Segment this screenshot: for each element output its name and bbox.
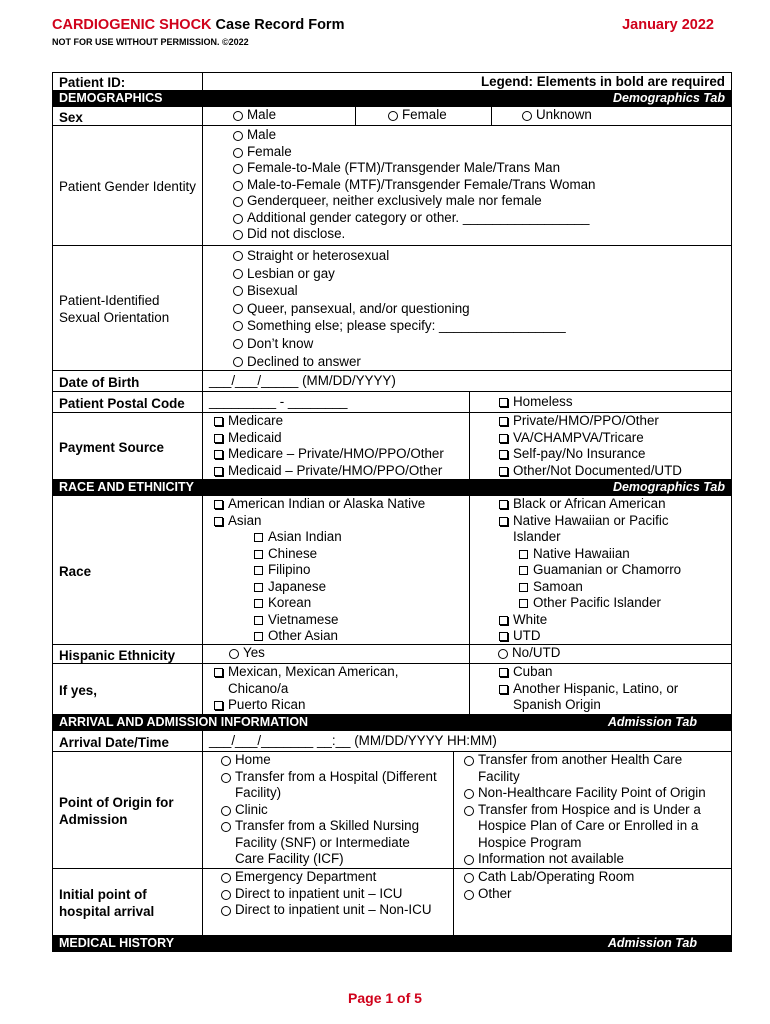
option-item[interactable] — [494, 463, 727, 480]
checkbox-icon — [254, 566, 263, 575]
section-arrival — [53, 714, 731, 730]
checkbox-icon — [214, 668, 223, 677]
option-item[interactable] — [229, 353, 566, 371]
section-history — [53, 935, 731, 951]
race-label: Race — [53, 496, 203, 644]
race-left-options — [203, 496, 469, 644]
form-date: January 2022 — [622, 17, 714, 33]
option-label: Transfer from another Health Care Facility — [478, 752, 683, 784]
option-item[interactable] — [209, 529, 465, 546]
patient-id-field[interactable] — [203, 73, 731, 90]
option-label: Asian — [228, 512, 262, 528]
option-item[interactable] — [209, 664, 419, 697]
option-item[interactable] — [494, 579, 727, 596]
option-item[interactable] — [217, 902, 437, 919]
option-label: Yes — [243, 645, 265, 660]
sex-label: Sex — [53, 107, 203, 125]
dob-row — [53, 370, 731, 391]
radio-icon — [221, 873, 231, 883]
option-item[interactable] — [229, 127, 596, 144]
option-item[interactable] — [460, 851, 727, 868]
radio-icon — [464, 890, 474, 900]
option-label: Japanese — [268, 578, 327, 594]
radio-icon — [221, 906, 231, 916]
option-label: Medicare – Private/HMO/PPO/Other — [228, 446, 444, 461]
option-item[interactable] — [494, 496, 727, 513]
option-label: Black or African American — [513, 496, 666, 511]
option-label: Genderqueer, neither exclusively male nor female — [247, 193, 542, 208]
postal-row — [53, 391, 731, 412]
option-label: Guamanian or Chamorro — [533, 562, 682, 577]
checkbox-icon — [499, 450, 508, 459]
radio-icon — [233, 286, 243, 296]
initial-row — [53, 868, 731, 935]
option-item[interactable] — [460, 785, 727, 802]
checkbox-icon — [499, 668, 508, 677]
option-label: Male — [247, 107, 277, 122]
checkbox-icon — [519, 583, 528, 592]
dob-field[interactable]: ___/___/_____ (MM/DD/YYYY) — [209, 373, 396, 388]
option-label: Other/Not Documented/UTD — [513, 462, 682, 478]
gender-options — [203, 126, 600, 245]
option-item[interactable] — [229, 282, 566, 300]
checkbox-icon — [214, 701, 223, 710]
gender-label: Patient Gender Identity — [53, 126, 203, 245]
option-label: Other Asian — [268, 628, 338, 643]
checkbox-icon — [254, 550, 263, 559]
option-label: Mexican, Mexican American, Chicano/a — [228, 664, 399, 696]
radio-icon — [464, 873, 474, 883]
sex-option-male[interactable] — [229, 107, 351, 124]
section-tab: Admission Tab — [607, 936, 697, 950]
option-item[interactable] — [494, 628, 727, 645]
option-item[interactable] — [217, 886, 437, 903]
section-title: RACE AND ETHNICITY — [59, 480, 194, 494]
radio-icon — [229, 649, 239, 659]
option-label: Filipino — [268, 562, 311, 577]
option-item[interactable] — [229, 317, 566, 335]
radio-icon — [233, 197, 243, 207]
checkbox-icon — [214, 467, 223, 476]
option-label: Homeless — [513, 394, 573, 409]
checkbox-icon — [499, 467, 508, 476]
hispanic-label: Hispanic Ethnicity — [53, 645, 203, 663]
option-item[interactable] — [217, 769, 437, 802]
option-label: Non-Healthcare Facility Point of Origin — [478, 785, 706, 800]
radio-icon — [233, 251, 243, 261]
option-item[interactable] — [229, 247, 566, 265]
option-item[interactable] — [229, 177, 596, 194]
option-item[interactable] — [229, 160, 596, 177]
option-item[interactable] — [494, 612, 727, 629]
option-item[interactable] — [494, 562, 727, 579]
ifyes-row — [53, 663, 731, 714]
option-item[interactable] — [229, 210, 596, 227]
hispanic-row — [53, 644, 731, 663]
option-item[interactable] — [494, 513, 674, 546]
option-item[interactable] — [209, 595, 465, 612]
radio-icon — [221, 773, 231, 783]
option-item[interactable] — [229, 335, 566, 353]
option-item[interactable] — [209, 430, 465, 447]
checkbox-icon — [214, 500, 223, 509]
option-label: Clinic — [235, 801, 268, 817]
option-item[interactable] — [209, 496, 465, 513]
checkbox-icon — [214, 417, 223, 426]
patient-id-label: Patient ID: — [53, 73, 203, 90]
race-right-options — [469, 496, 731, 644]
checkbox-icon — [499, 517, 508, 526]
radio-icon — [464, 855, 474, 865]
option-item[interactable] — [229, 265, 566, 283]
option-item[interactable] — [460, 802, 727, 852]
orientation-row — [53, 245, 731, 370]
option-item[interactable] — [217, 802, 437, 819]
checkbox-icon — [499, 500, 508, 509]
option-label: Direct to inpatient unit – Non-ICU — [235, 902, 432, 917]
initial-right-options — [453, 869, 731, 935]
option-item[interactable] — [460, 752, 727, 785]
option-label: Cath Lab/Operating Room — [478, 869, 635, 884]
case-record-table — [52, 72, 732, 952]
section-title: MEDICAL HISTORY — [59, 936, 175, 950]
radio-icon — [233, 304, 243, 314]
option-label: Native Hawaiian — [533, 545, 630, 561]
section-title: ARRIVAL AND ADMISSION INFORMATION — [59, 715, 309, 729]
option-label: Another Hispanic, Latino, or Spanish Origin — [513, 680, 679, 712]
hispanic-no[interactable] — [494, 645, 727, 662]
page-number: Page 1 of 5 — [348, 990, 422, 1006]
payment-left-options — [203, 413, 469, 479]
option-item[interactable] — [460, 869, 727, 886]
radio-icon — [233, 230, 243, 240]
option-item[interactable] — [209, 413, 465, 430]
form-subtitle: NOT FOR USE WITHOUT PERMISSION. ©2022 — [52, 37, 249, 47]
option-label: Male — [247, 127, 277, 142]
radio-icon — [221, 822, 231, 832]
form-title-highlight: CARDIOGENIC SHOCK — [52, 17, 212, 33]
checkbox-icon — [519, 599, 528, 608]
section-demographics — [53, 90, 731, 106]
option-label: Direct to inpatient unit – ICU — [235, 885, 403, 901]
form-title-rest: Case Record Form — [211, 17, 345, 33]
option-label: Information not available — [478, 851, 624, 866]
option-label: Native Hawaiian or Pacific Islander — [513, 512, 669, 544]
radio-icon — [221, 890, 231, 900]
payment-label: Payment Source — [53, 413, 203, 479]
option-item[interactable] — [209, 446, 465, 463]
section-tab: Demographics Tab — [612, 480, 725, 494]
option-label: Transfer from a Skilled Nursing Facility (SNF) or Intermediate Care Facility (ICF) — [235, 818, 420, 866]
option-item[interactable] — [229, 300, 566, 318]
checkbox-icon — [254, 616, 263, 625]
radio-icon — [233, 131, 243, 141]
option-label: Declined to answer — [247, 353, 361, 369]
gender-row — [53, 125, 731, 245]
initial-left-options — [203, 869, 453, 935]
option-label: No/UTD — [512, 645, 561, 660]
option-label: Other — [478, 885, 512, 901]
radio-icon — [233, 111, 243, 121]
checkbox-icon — [499, 616, 508, 625]
checkbox-icon — [499, 434, 508, 443]
initial-label: Initial point of hospital arrival — [53, 869, 203, 935]
option-label: Cuban — [513, 664, 553, 679]
ifyes-label: If yes, — [53, 664, 203, 714]
option-label: Emergency Department — [235, 869, 377, 884]
option-label: Asian Indian — [268, 529, 342, 544]
option-item[interactable] — [209, 463, 465, 480]
radio-icon — [233, 339, 243, 349]
option-item[interactable] — [209, 513, 465, 530]
radio-icon — [464, 789, 474, 799]
option-item[interactable] — [229, 144, 596, 161]
radio-icon — [388, 111, 398, 121]
checkbox-icon — [499, 398, 508, 407]
orientation-label: Patient-Identified Sexual Orientation — [53, 246, 203, 370]
option-item[interactable] — [229, 193, 596, 210]
section-tab: Admission Tab — [607, 715, 697, 729]
option-item[interactable] — [209, 546, 465, 563]
option-label: Don’t know — [247, 335, 314, 351]
option-item[interactable] — [209, 562, 465, 579]
checkbox-icon — [254, 533, 263, 542]
form-title — [52, 17, 344, 33]
option-item[interactable] — [494, 446, 727, 463]
orientation-options — [203, 246, 570, 370]
option-label: Other Pacific Islander — [533, 595, 662, 610]
radio-icon — [221, 806, 231, 816]
payment-right-options — [469, 413, 731, 479]
sex-row — [53, 106, 731, 125]
hispanic-yes[interactable] — [225, 645, 465, 662]
option-item[interactable] — [217, 869, 437, 886]
radio-icon — [464, 806, 474, 816]
dob-label: Date of Birth — [53, 371, 203, 391]
arrival-row — [53, 730, 731, 751]
checkbox-icon — [519, 550, 528, 559]
option-item[interactable] — [494, 546, 727, 563]
option-label: Transfer from a Hospital (Different Facility) — [235, 768, 437, 800]
checkbox-icon — [254, 583, 263, 592]
option-item[interactable] — [494, 595, 727, 612]
option-label: Puerto Rican — [228, 697, 306, 712]
radio-icon — [233, 357, 243, 367]
option-label: Vietnamese — [268, 611, 339, 627]
option-label: Medicaid — [228, 429, 282, 445]
sex-option-female[interactable] — [384, 107, 487, 124]
legend-text: Legend: Elements in bold are required — [480, 74, 725, 89]
homeless-option[interactable] — [494, 394, 727, 411]
option-item[interactable] — [229, 226, 596, 243]
option-item[interactable] — [494, 430, 727, 447]
option-label: Korean — [268, 595, 312, 610]
option-item[interactable] — [209, 628, 465, 645]
arrival-label: Arrival Date/Time — [53, 731, 203, 751]
option-label: Something else; please specify: _________________ — [247, 318, 566, 334]
checkbox-icon — [519, 566, 528, 575]
option-label: White — [513, 611, 548, 627]
option-label: UTD — [513, 628, 541, 643]
arrival-field[interactable]: ___/___/_______ __:__ (MM/DD/YYYY HH:MM) — [209, 733, 497, 748]
radio-icon — [233, 214, 243, 224]
option-item[interactable] — [217, 818, 437, 868]
radio-icon — [233, 181, 243, 191]
checkbox-icon — [254, 599, 263, 608]
origin-right-options — [453, 752, 731, 868]
radio-icon — [233, 148, 243, 158]
radio-icon — [498, 649, 508, 659]
radio-icon — [221, 756, 231, 766]
option-label: Female — [402, 107, 447, 122]
option-label: Home — [235, 752, 271, 767]
section-race — [53, 479, 731, 495]
postal-field[interactable]: _________ - ________ — [209, 394, 348, 409]
option-label: Additional gender category or other. _________________ — [247, 209, 590, 225]
option-item[interactable] — [209, 697, 465, 714]
payment-row — [53, 412, 731, 479]
option-label: Medicaid – Private/HMO/PPO/Other — [228, 462, 443, 478]
checkbox-icon — [214, 434, 223, 443]
option-label: VA/CHAMPVA/Tricare — [513, 429, 644, 445]
checkbox-icon — [214, 450, 223, 459]
option-label: Self-pay/No Insurance — [513, 446, 646, 461]
radio-icon — [233, 269, 243, 279]
option-label: Samoan — [533, 578, 583, 594]
origin-left-options — [203, 752, 453, 868]
checkbox-icon — [499, 417, 508, 426]
option-label: Male-to-Female (MTF)/Transgender Female/Trans Woman — [247, 176, 596, 192]
option-label: Private/HMO/PPO/Other — [513, 413, 659, 428]
option-label: Female — [247, 143, 292, 159]
option-label: Transfer from Hospice and is Under a Hospice Plan of Care or Enrolled in a Hospice Program — [478, 801, 701, 850]
checkbox-icon — [214, 517, 223, 526]
option-label: Straight or heterosexual — [247, 248, 390, 263]
section-tab: Demographics Tab — [612, 91, 725, 105]
ifyes-left-options — [203, 664, 469, 714]
section-title: DEMOGRAPHICS — [59, 91, 163, 105]
checkbox-icon — [254, 632, 263, 641]
option-label: Queer, pansexual, and/or questioning — [247, 300, 470, 316]
option-label: Unknown — [536, 107, 592, 122]
option-label: Medicare — [228, 413, 284, 428]
postal-label: Patient Postal Code — [53, 392, 203, 412]
race-row — [53, 495, 731, 644]
radio-icon — [522, 111, 532, 121]
option-label: Did not disclose. — [247, 226, 346, 241]
option-item[interactable] — [494, 681, 694, 714]
option-label: American Indian or Alaska Native — [228, 496, 426, 511]
radio-icon — [464, 756, 474, 766]
origin-label: Point of Origin for Admission — [53, 752, 203, 868]
option-item[interactable] — [209, 612, 465, 629]
checkbox-icon — [499, 632, 508, 641]
option-item[interactable] — [209, 579, 465, 596]
option-label: Lesbian or gay — [247, 265, 335, 281]
radio-icon — [233, 321, 243, 331]
option-item[interactable] — [494, 664, 727, 681]
checkbox-icon — [499, 685, 508, 694]
option-label: Bisexual — [247, 283, 298, 299]
option-label: Chinese — [268, 545, 318, 561]
ifyes-right-options — [469, 664, 731, 714]
origin-row — [53, 751, 731, 868]
option-item[interactable] — [460, 886, 727, 903]
option-item[interactable] — [494, 413, 727, 430]
sex-option-unknown[interactable] — [518, 107, 727, 124]
option-label: Female-to-Male (FTM)/Transgender Male/Trans Man — [247, 160, 561, 175]
option-item[interactable] — [217, 752, 437, 769]
radio-icon — [233, 164, 243, 174]
